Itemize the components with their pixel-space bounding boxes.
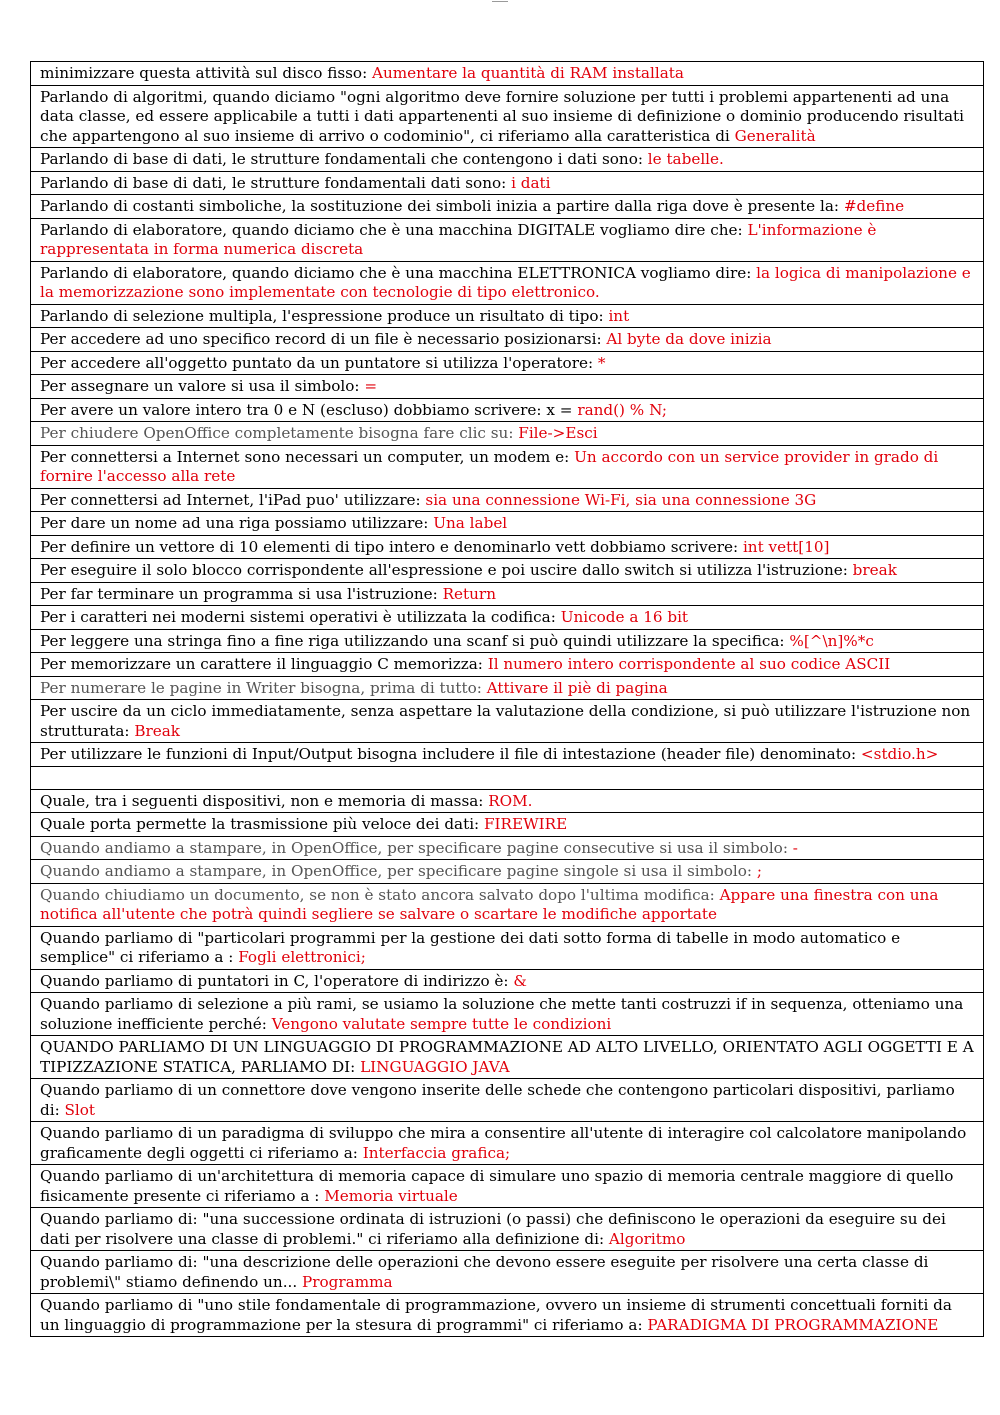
qa-cell <box>31 171 984 195</box>
answer-text: LINGUAGGIO JAVA <box>360 1057 510 1076</box>
answer-text: le tabelle. <box>647 150 724 168</box>
qa-cell <box>31 629 984 653</box>
table-row <box>31 700 984 743</box>
answer-text: ROM. <box>488 791 533 810</box>
qa-cell <box>31 85 984 148</box>
table-row <box>31 836 984 860</box>
answer-text: - <box>792 838 798 857</box>
answer-text: Appare una finestra con una notifica all'utente che potrà quindi segliere se salvare o scartare le modifiche apportate <box>40 885 939 923</box>
question-text: Quando parliamo di selezione a più rami, se usiamo la soluzione che mette tanti costruzzi if in sequenza, otteniamo una soluzione inefficiente perché: <box>40 995 964 1033</box>
question-text: Parlando di elaboratore, quando diciamo che è una macchina DIGITALE vogliamo dire che: <box>40 220 748 239</box>
qa-cell <box>31 218 984 261</box>
question-text: Per i caratteri nei moderni sistemi operativi è utilizzata la codifica: <box>40 608 561 626</box>
page-header <box>0 0 1000 10</box>
answer-text: int <box>608 306 630 325</box>
question-text: Per avere un valore intero tra 0 e N (escluso) dobbiamo scrivere: x = <box>40 400 578 419</box>
table-row <box>31 1036 984 1079</box>
question-text: Per dare un nome ad una riga possiamo utilizzare: <box>40 514 434 532</box>
qa-cell <box>31 261 984 304</box>
qa-table-body <box>31 62 984 1337</box>
question-text: Per uscire da un ciclo immediatamente, senza aspettare la valutazione della condizione, si può utilizzare l'istruzione non strutturata: <box>40 702 971 740</box>
question-text: Parlando di selezione multipla, l'espressione produce un risultato di tipo: <box>40 306 609 325</box>
qa-cell <box>31 488 984 512</box>
question-text: Per chiudere OpenOffice completamente bisogna fare clic su: <box>40 424 519 442</box>
answer-text: Aumentare la quantità di RAM installata <box>372 64 684 82</box>
qa-cell <box>31 1208 984 1251</box>
question-text: Quando parliamo di "uno stile fondamentale di programmazione, ovvero un insieme di strumenti concettuali forniti da un linguaggio di programmazione per la stesura di programmi" ci riferiamo a: <box>40 1296 952 1334</box>
qa-cell <box>31 148 984 172</box>
qa-cell <box>31 195 984 219</box>
table-row <box>31 1165 984 1208</box>
table-row <box>31 171 984 195</box>
qa-cell <box>31 559 984 583</box>
question-text: Quando parliamo di: "una descrizione delle operazioni che devono essere eseguite per risolvere una certa classe di problemi\" stiamo definendo un... <box>40 1253 929 1291</box>
answer-text: break <box>852 561 897 579</box>
answer-text: & <box>513 971 527 990</box>
table-row <box>31 676 984 700</box>
table-row <box>31 445 984 488</box>
qa-cell <box>31 582 984 606</box>
qa-cell <box>31 1122 984 1165</box>
qa-cell <box>31 1251 984 1294</box>
table-row <box>31 512 984 536</box>
answer-text: Il numero intero corrispondente al suo codice ASCII <box>487 655 891 673</box>
question-text: Per eseguire il solo blocco corrispondente all'espressione e poi uscire dallo switch si utilizza l'istruzione: <box>40 561 853 579</box>
qa-cell <box>31 512 984 536</box>
table-row <box>31 559 984 583</box>
qa-cell <box>31 969 984 993</box>
qa-table <box>30 61 984 1337</box>
answer-text: ; <box>756 862 763 880</box>
answer-text: %[^\n]%*c <box>789 631 874 650</box>
qa-cell <box>31 653 984 677</box>
answer-text: Interfaccia grafica; <box>362 1143 511 1162</box>
answer-text: Slot <box>64 1100 96 1119</box>
table-row <box>31 883 984 926</box>
qa-cell <box>31 766 984 789</box>
question-text: Quando chiudiamo un documento, se non è stato ancora salvato dopo l'ultima modifica: <box>40 885 720 904</box>
qa-cell <box>31 1036 984 1079</box>
qa-cell <box>31 398 984 422</box>
qa-cell <box>31 926 984 969</box>
answer-text: Break <box>134 721 181 740</box>
qa-cell <box>31 813 984 837</box>
qa-cell <box>31 1165 984 1208</box>
qa-cell <box>31 789 984 813</box>
qa-cell <box>31 351 984 375</box>
answer-text: * <box>597 353 606 372</box>
table-row <box>31 488 984 512</box>
question-text: Per assegnare un valore si usa il simbolo: <box>40 377 365 395</box>
question-text: Per utilizzare le funzioni di Input/Output bisogna includere il file di intestazione (header file) denominato: <box>40 745 861 763</box>
table-row <box>31 375 984 399</box>
question-text: Quale porta permette la trasmissione più veloce dei dati: <box>40 815 485 833</box>
answer-text: Vengono valutate sempre tutte le condizioni <box>271 1014 612 1033</box>
answer-text: sia una connessione Wi-Fi, sia una connessione 3G <box>425 490 817 509</box>
qa-cell <box>31 860 984 884</box>
table-row <box>31 926 984 969</box>
table-row <box>31 398 984 422</box>
answer-text: Unicode a 16 bit <box>560 608 689 626</box>
answer-text: int vett[10] <box>742 537 830 556</box>
question-text: Quando andiamo a stampare, in OpenOffice, per specificare pagine consecutive si usa il simbolo: <box>40 838 793 857</box>
answer-text: File->Esci <box>518 424 598 442</box>
table-row <box>31 743 984 767</box>
table-row <box>31 789 984 813</box>
qa-cell <box>31 743 984 767</box>
qa-cell <box>31 676 984 700</box>
question-text: Parlando di base di dati, le strutture fondamentali dati sono: <box>40 173 512 192</box>
answer-text: Fogli elettronici; <box>238 948 366 966</box>
table-row <box>31 993 984 1036</box>
answer-text: Attivare il piè di pagina <box>486 678 668 697</box>
question-text: Per memorizzare un carattere il linguaggio C memorizza: <box>40 655 488 673</box>
table-row <box>31 766 984 789</box>
answer-text: #define <box>843 197 905 215</box>
answer-text: <stdio.h> <box>860 745 939 763</box>
table-row <box>31 195 984 219</box>
answer-text: Una label <box>433 514 508 532</box>
table-row <box>31 582 984 606</box>
question-text: Per accedere ad uno specifico record di un file è necessario posizionarsi: <box>40 330 607 348</box>
question-text: Quando parliamo di un paradigma di sviluppo che mira a consentire all'utente di interagire col calcolatore manipolando graficamente degli oggetti ci riferiamo a: <box>40 1124 967 1162</box>
question-text: minimizzare questa attività sul disco fisso: <box>40 64 373 82</box>
table-row <box>31 218 984 261</box>
table-row <box>31 860 984 884</box>
question-text: Per accedere all'oggetto puntato da un puntatore si utilizza l'operatore: <box>40 353 598 372</box>
answer-text: i dati <box>511 173 551 192</box>
table-row <box>31 1208 984 1251</box>
table-row <box>31 261 984 304</box>
question-text: Per connettersi ad Internet, l'iPad puo' utilizzare: <box>40 490 426 509</box>
question-text: Parlando di base di dati, le strutture fondamentali che contengono i dati sono: <box>40 150 648 168</box>
table-row <box>31 1294 984 1337</box>
table-row <box>31 62 984 86</box>
table-row <box>31 328 984 352</box>
table-row <box>31 606 984 630</box>
question-text: Parlando di algoritmi, quando diciamo "ogni algoritmo deve fornire soluzione per tutti i problemi appartenenti ad una data classe, ed essere applicabile a tutti i dati appartenenti al suo insieme di definizione o dominio producendo risultati che appartengono al suo insieme di arrivo o codominio", ci riferiamo alla caratteristica di <box>40 87 965 145</box>
table-row <box>31 535 984 559</box>
table-row <box>31 969 984 993</box>
table-row <box>31 422 984 446</box>
question-text: Per definire un vettore di 10 elementi di tipo intero e denominarlo vett dobbiamo scrivere: <box>40 537 743 556</box>
qa-cell <box>31 535 984 559</box>
answer-text: Memoria virtuale <box>324 1186 458 1205</box>
table-row <box>31 85 984 148</box>
question-text: Quando parliamo di "particolari programmi per la gestione dei dati sotto forma di tabelle in modo automatico e semplice" ci riferiamo a : <box>40 928 901 966</box>
question-text: QUANDO PARLIAMO DI UN LINGUAGGIO DI PROGRAMMAZIONE AD ALTO LIVELLO, ORIENTATO AGLI OGGETTI E A TIPIZZAZIONE STATICA, PARLIAMO DI: <box>40 1038 974 1076</box>
qa-cell <box>31 304 984 328</box>
table-row <box>31 1079 984 1122</box>
qa-cell <box>31 606 984 630</box>
answer-text: Return <box>442 584 496 603</box>
question-text: Quando andiamo a stampare, in OpenOffice, per specificare pagine singole si usa il simbolo: <box>40 862 757 880</box>
qa-cell <box>31 1294 984 1337</box>
header-mark <box>492 1 508 2</box>
question-text: Quando parliamo di un'architettura di memoria capace di simulare uno spazio di memoria centrale maggiore di quello fisicamente presente ci riferiamo a : <box>40 1167 954 1205</box>
qa-cell <box>31 422 984 446</box>
table-row <box>31 148 984 172</box>
table-row <box>31 629 984 653</box>
answer-text: Al byte da dove inizia <box>606 330 772 348</box>
answer-text: Algoritmo <box>608 1229 686 1248</box>
question-text: Parlando di costanti simboliche, la sostituzione dei simboli inizia a partire dalla riga dove è presente la: <box>40 197 844 215</box>
question-text: Per numerare le pagine in Writer bisogna, prima di tutto: <box>40 678 487 697</box>
qa-cell <box>31 883 984 926</box>
table-row <box>31 351 984 375</box>
qa-cell <box>31 62 984 86</box>
qa-cell <box>31 700 984 743</box>
answer-text: Programma <box>302 1272 393 1291</box>
answer-text: la logica di manipolazione e la memorizzazione sono implementate con tecnologie di tipo elettronico. <box>40 263 971 301</box>
answer-text: Generalità <box>734 126 816 145</box>
question-text: Quando parliamo di puntatori in C, l'operatore di indirizzo è: <box>40 971 514 990</box>
question-text: Per connettersi a Internet sono necessari un computer, un modem e: <box>40 447 575 466</box>
table-row <box>31 813 984 837</box>
qa-cell <box>31 445 984 488</box>
table-row <box>31 1122 984 1165</box>
question-text: Per far terminare un programma si usa l'istruzione: <box>40 584 443 603</box>
qa-cell <box>31 993 984 1036</box>
question-text: Parlando di elaboratore, quando diciamo che è una macchina ELETTRONICA vogliamo dire: <box>40 263 757 282</box>
qa-cell <box>31 1079 984 1122</box>
question-text: Per leggere una stringa fino a fine riga utilizzando una scanf si può quindi utilizzare la specifica: <box>40 631 790 650</box>
table-row <box>31 653 984 677</box>
question-text: Quando parliamo di un connettore dove vengono inserite delle schede che contengono particolari dispositivi, parliamo di: <box>40 1081 955 1119</box>
answer-text: L'informazione è rappresentata in forma numerica discreta <box>40 220 877 258</box>
qa-cell <box>31 328 984 352</box>
answer-text: = <box>364 377 378 395</box>
answer-text: PARADIGMA DI PROGRAMMAZIONE <box>647 1315 939 1334</box>
table-row <box>31 1251 984 1294</box>
question-text: Quando parliamo di: "una successione ordinata di istruzioni (o passi) che definiscono le operazioni da eseguire su dei dati per risolvere una classe di problemi." ci riferiamo alla definizione di: <box>40 1210 946 1248</box>
answer-text: FIREWIRE <box>484 815 568 833</box>
qa-cell <box>31 836 984 860</box>
table-row <box>31 304 984 328</box>
qa-cell <box>31 375 984 399</box>
question-text: Quale, tra i seguenti dispositivi, non e memoria di massa: <box>40 791 489 810</box>
answer-text: rand() % N; <box>577 400 667 419</box>
answer-text: Un accordo con un service provider in grado di fornire l'accesso alla rete <box>40 447 939 485</box>
